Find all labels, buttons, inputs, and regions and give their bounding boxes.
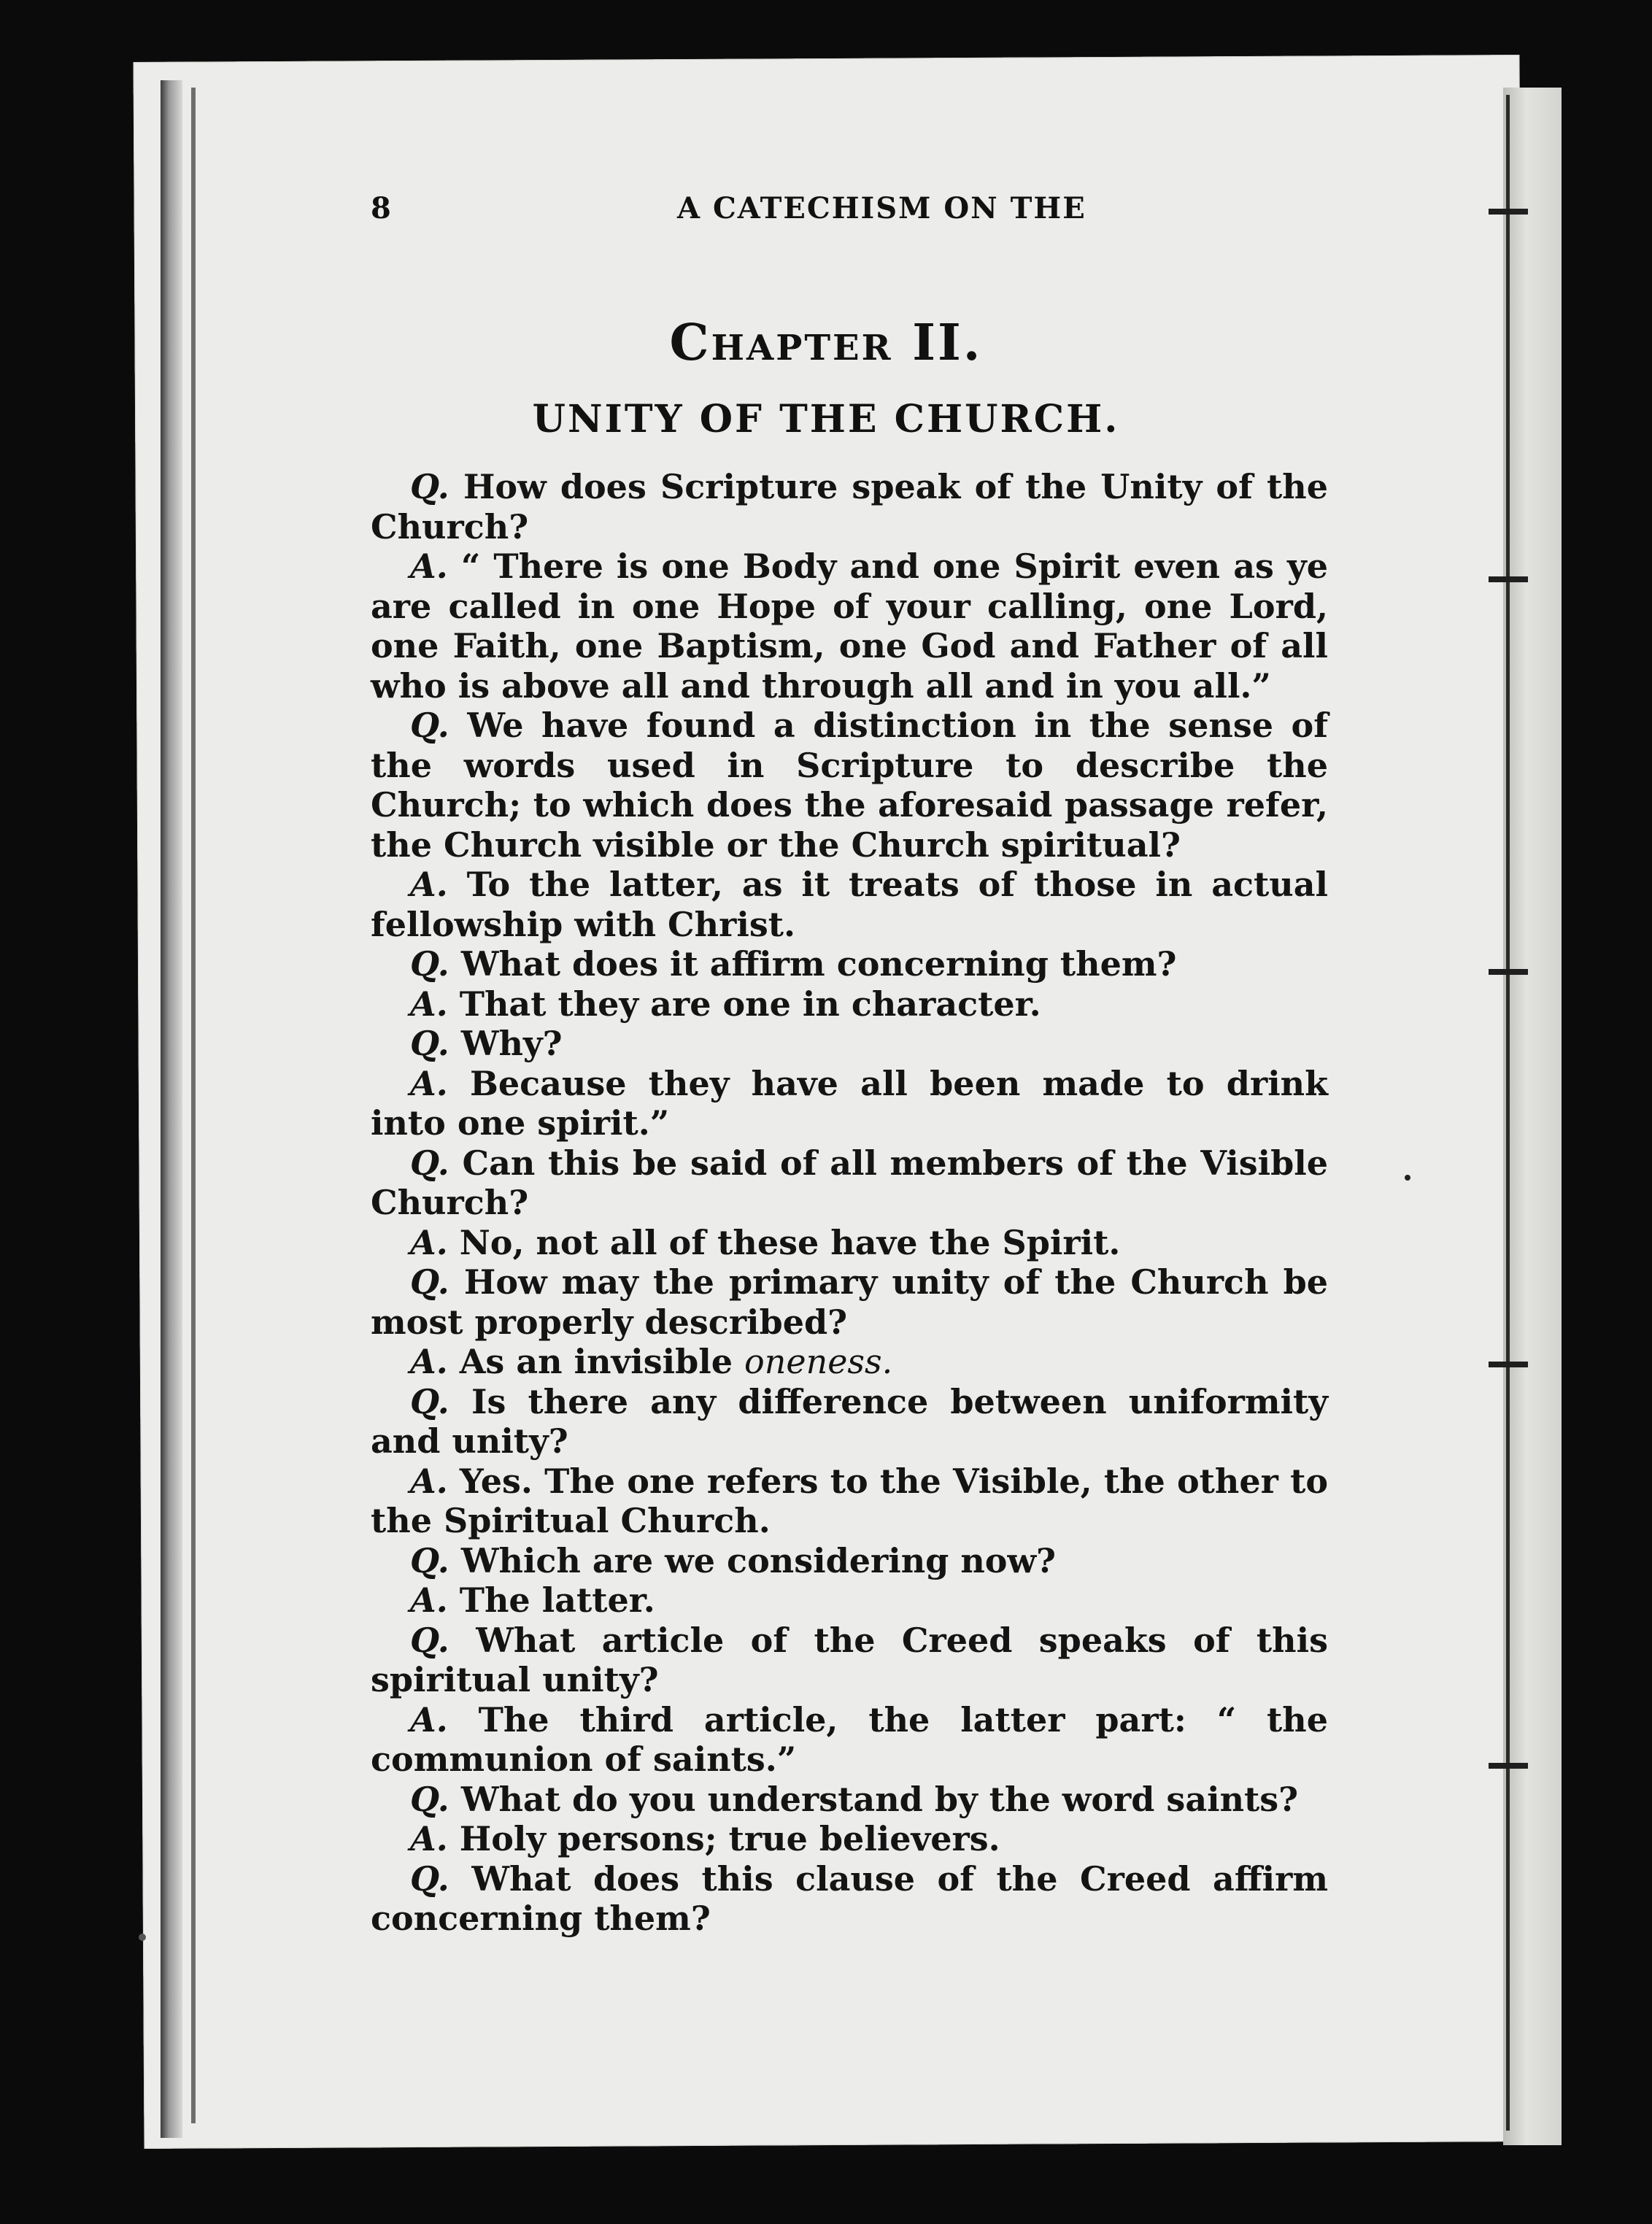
qa-label: Q. bbox=[410, 1779, 449, 1819]
answer-paragraph bbox=[371, 1064, 1328, 1143]
qa-text: What does it affirm concerning them? bbox=[460, 944, 1177, 984]
question-paragraph bbox=[371, 1859, 1328, 1939]
qa-text: Which are we considering now? bbox=[460, 1540, 1057, 1580]
question-paragraph bbox=[371, 1143, 1328, 1223]
qa-label: A. bbox=[410, 1222, 448, 1262]
qa-text: “ There is one Body and one Spirit even as ye are called in one Hope of your calling, one Lord, one Faith, one Baptism, one God and Father of all who is above all and through all and in you all.” bbox=[371, 547, 1329, 706]
qa-text: What do you understand by the word saints? bbox=[460, 1779, 1299, 1819]
qa-text: The latter. bbox=[459, 1580, 655, 1620]
question-paragraph bbox=[371, 1780, 1328, 1820]
question-paragraph bbox=[371, 467, 1328, 547]
qa-label: A. bbox=[410, 984, 448, 1024]
qa-text: As an invisible bbox=[459, 1342, 733, 1381]
qa-text: How does Scripture speak of the Unity of the Church? bbox=[371, 467, 1329, 547]
qa-label: Q. bbox=[410, 1540, 449, 1580]
qa-label: A. bbox=[410, 547, 448, 586]
gutter-mark bbox=[1489, 576, 1528, 582]
gutter-mark bbox=[1489, 1763, 1528, 1769]
qa-label: Q. bbox=[410, 1858, 449, 1899]
qa-text: What does this clause of the Creed affirm concerning them? bbox=[371, 1858, 1329, 1938]
answer-paragraph bbox=[371, 1700, 1328, 1780]
question-paragraph bbox=[371, 944, 1328, 984]
qa-label: A. bbox=[410, 1580, 448, 1620]
gutter-mark bbox=[1489, 969, 1528, 975]
answer-paragraph bbox=[371, 1819, 1328, 1859]
qa-text: Holy persons; true believers. bbox=[459, 1819, 1000, 1858]
question-paragraph bbox=[371, 1621, 1328, 1700]
question-paragraph bbox=[371, 1382, 1328, 1462]
qa-text: Can this be said of all members of the Visible Church? bbox=[371, 1143, 1329, 1222]
speck bbox=[1405, 1175, 1410, 1181]
question-paragraph bbox=[371, 1541, 1328, 1581]
section-title: UNITY OF THE CHURCH. bbox=[532, 397, 1120, 441]
qa-text: That they are one in character. bbox=[459, 984, 1041, 1024]
answer-paragraph bbox=[371, 1223, 1328, 1263]
qa-label: Q. bbox=[410, 706, 449, 745]
qa-label: A. bbox=[410, 1819, 448, 1858]
qa-text: Because they have all been made to drink into one spirit.” bbox=[371, 1063, 1329, 1143]
qa-label: Q. bbox=[410, 1143, 449, 1183]
page-number: 8 bbox=[371, 191, 393, 225]
qa-label: Q. bbox=[410, 1024, 449, 1063]
gutter-mark bbox=[1489, 209, 1528, 215]
answer-paragraph bbox=[371, 865, 1328, 944]
question-paragraph bbox=[371, 706, 1328, 865]
qa-label: A. bbox=[410, 1461, 448, 1501]
qa-label: Q. bbox=[410, 467, 449, 506]
qa-label: A. bbox=[410, 1342, 448, 1381]
qa-label: A. bbox=[410, 1063, 448, 1103]
qa-label: Q. bbox=[410, 1381, 449, 1421]
qa-text: The third article, the latter part: “ the communion of saints.” bbox=[371, 1699, 1329, 1779]
qa-label: Q. bbox=[410, 1620, 449, 1660]
qa-text: No, not all of these have the Spirit. bbox=[459, 1222, 1121, 1262]
running-title: A CATECHISM ON THE bbox=[677, 191, 1086, 225]
answer-paragraph bbox=[371, 547, 1328, 706]
qa-text: We have found a distinction in the sense of the words used in Scripture to describe the Church; to which does the aforesaid passage refer, the Church visible or the Church spiritual? bbox=[371, 706, 1328, 865]
catechism-text bbox=[371, 467, 1328, 1939]
page-edge-line bbox=[191, 88, 196, 2123]
gutter-mark bbox=[1489, 1362, 1528, 1367]
chapter-title bbox=[0, 314, 1652, 372]
speck bbox=[139, 1934, 146, 1941]
answer-paragraph bbox=[371, 1580, 1328, 1621]
answer-paragraph bbox=[371, 1342, 1328, 1382]
question-paragraph bbox=[371, 1262, 1328, 1342]
chapter-title-text: Chapter II. bbox=[669, 314, 983, 372]
qa-label: Q. bbox=[410, 944, 449, 984]
facing-page-edge bbox=[1503, 88, 1562, 2145]
qa-text: How may the primary unity of the Church be most properly described? bbox=[371, 1262, 1329, 1342]
qa-text: Why? bbox=[460, 1024, 563, 1063]
qa-label: A. bbox=[410, 865, 448, 904]
question-paragraph bbox=[371, 1024, 1328, 1064]
answer-paragraph bbox=[371, 1462, 1328, 1541]
answer-paragraph bbox=[371, 984, 1328, 1024]
qa-label: A. bbox=[410, 1699, 448, 1740]
qa-text: What article of the Creed speaks of this spiritual unity? bbox=[371, 1620, 1328, 1699]
qa-text: To the latter, as it treats of those in actual fellowship with Christ. bbox=[371, 865, 1328, 944]
emphasized-word: oneness. bbox=[744, 1342, 893, 1381]
book-spine-edge bbox=[161, 80, 182, 2138]
qa-label: Q. bbox=[410, 1262, 449, 1302]
qa-text: Is there any difference between uniformity and unity? bbox=[371, 1381, 1328, 1461]
qa-text: Yes. The one refers to the Visible, the other to the Spiritual Church. bbox=[371, 1461, 1329, 1540]
